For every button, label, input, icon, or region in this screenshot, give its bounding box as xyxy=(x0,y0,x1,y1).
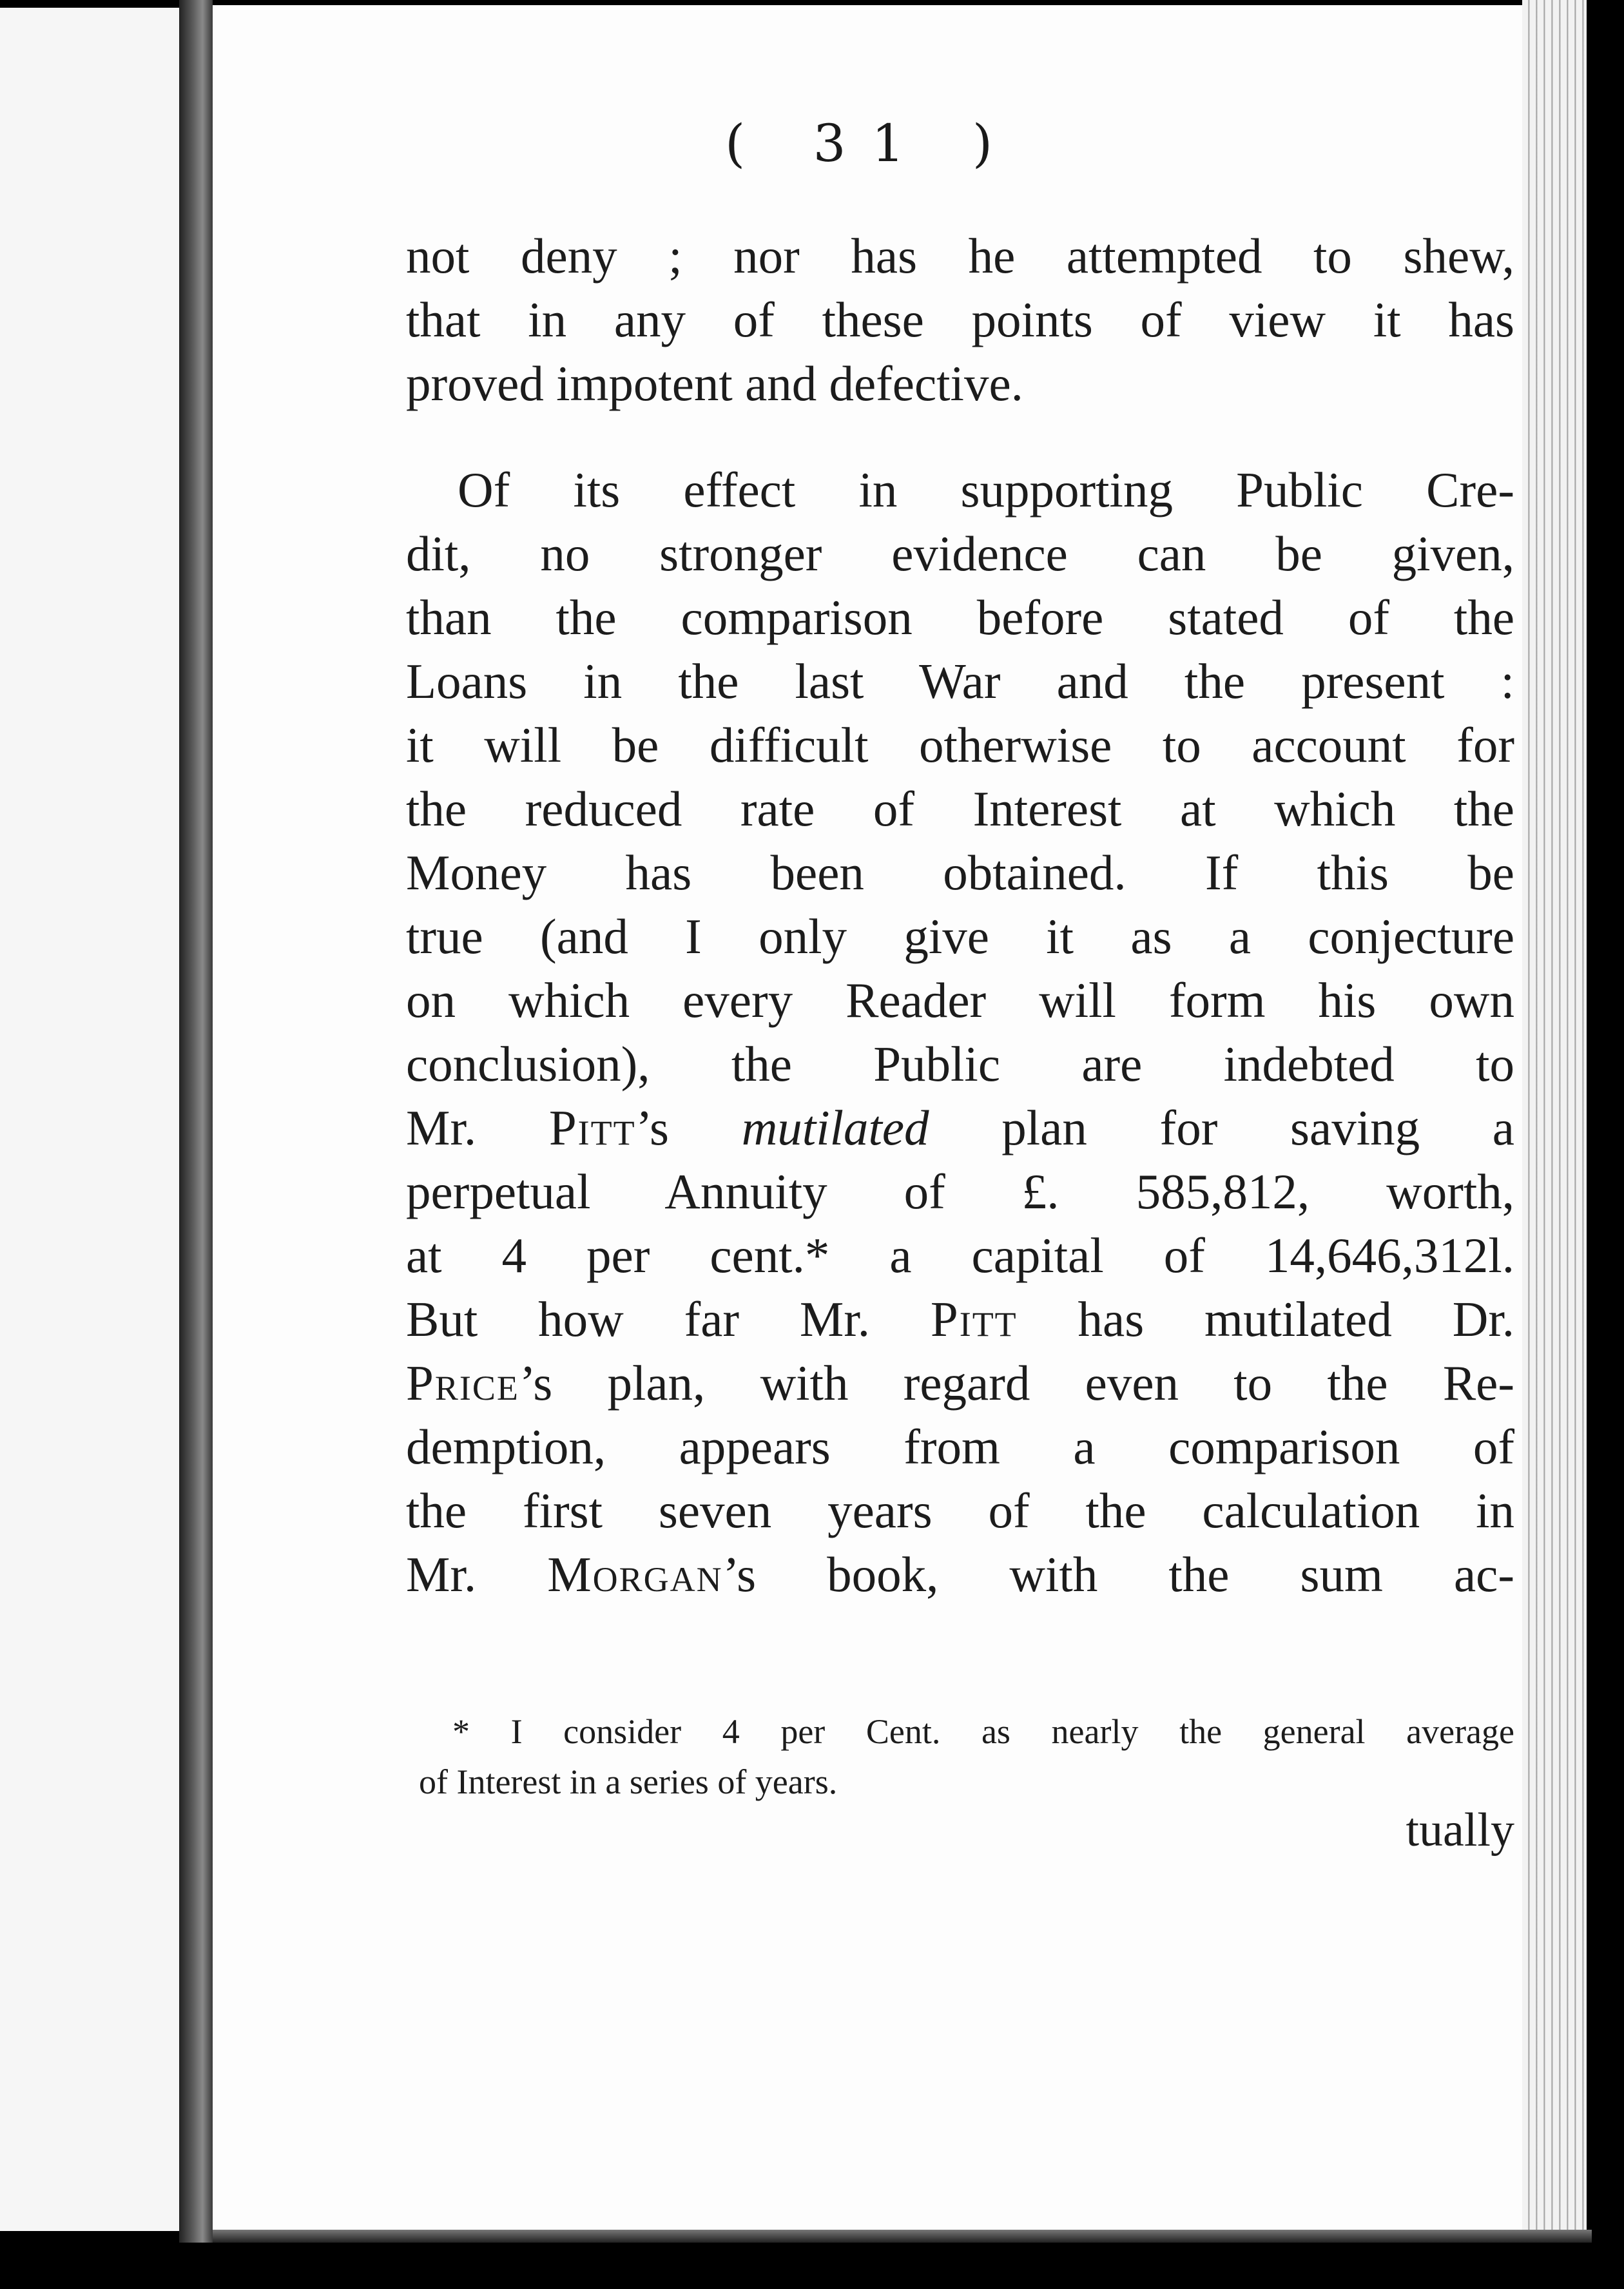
text-line: the reduced rate of Interest at which the xyxy=(406,781,1514,836)
text-fragment: Mr. xyxy=(406,1547,548,1602)
text-line xyxy=(406,1288,1514,1351)
text-line: at 4 per cent.* a capital of 14,646,312l. xyxy=(406,1228,1514,1283)
text-fragment: ’s plan, with regard even to the Re- xyxy=(519,1355,1514,1411)
page-number: ( 31 ) xyxy=(724,113,1019,173)
page-bottom-shadow xyxy=(213,2230,1592,2243)
text-line xyxy=(406,1543,1514,1607)
text-line: that in any of these points of view it has xyxy=(406,292,1514,347)
main-text xyxy=(406,224,1514,1607)
text-line xyxy=(406,1096,1514,1160)
text-line: Of its effect in supporting Public Cre- xyxy=(458,462,1514,517)
book-gutter xyxy=(179,0,213,2243)
left-page-edge xyxy=(0,8,179,2231)
name-morgan: Morgan xyxy=(547,1547,723,1602)
text-line: dit, no stronger evidence can be given, xyxy=(406,526,1514,581)
text-fragment: Mr. xyxy=(406,1100,549,1155)
scan-background-right xyxy=(1587,0,1624,2289)
page-edges xyxy=(1522,0,1587,2236)
name-pitt: Pitt xyxy=(548,1100,636,1155)
catchword: tually xyxy=(1406,1804,1514,1857)
text-line: not deny ; nor has he attempted to shew, xyxy=(406,228,1514,284)
paragraph-break xyxy=(406,416,1514,458)
footnote-line: * I consider 4 per Cent. as nearly the general average xyxy=(452,1712,1514,1751)
name-price: Price xyxy=(406,1355,519,1411)
footnote-line: of Interest in a series of years. xyxy=(419,1763,838,1801)
book-page xyxy=(213,5,1531,2230)
text-line: Loans in the last War and the present : xyxy=(406,653,1514,709)
text-line: demption, appears from a comparison of xyxy=(406,1419,1514,1474)
text-line: perpetual Annuity of £. 585,812, worth, xyxy=(406,1164,1514,1219)
text-fragment: plan for saving a xyxy=(929,1100,1514,1155)
text-line: proved impotent and defective. xyxy=(406,356,1023,411)
text-line: true (and I only give it as a conjecture xyxy=(406,909,1514,964)
text-line: Money has been obtained. If this be xyxy=(406,845,1514,900)
text-line xyxy=(406,1351,1514,1415)
text-line: conclusion), the Public are indebted to xyxy=(406,1036,1514,1092)
text-line: on which every Reader will form his own xyxy=(406,972,1514,1028)
text-line: than the comparison before stated of the xyxy=(406,590,1514,645)
footnote xyxy=(419,1706,1514,1807)
text-line: it will be difficult otherwise to account for xyxy=(406,717,1514,773)
italic-word: mutilated xyxy=(741,1100,929,1155)
text-line: the first seven years of the calculation in xyxy=(406,1483,1514,1538)
text-fragment: ’s book, with the sum ac- xyxy=(722,1547,1514,1602)
text-fragment: ’s xyxy=(635,1100,742,1155)
text-fragment: But how far Mr. xyxy=(406,1291,931,1347)
name-pitt: Pitt xyxy=(930,1291,1018,1347)
text-fragment: has mutilated Dr. xyxy=(1017,1291,1514,1347)
